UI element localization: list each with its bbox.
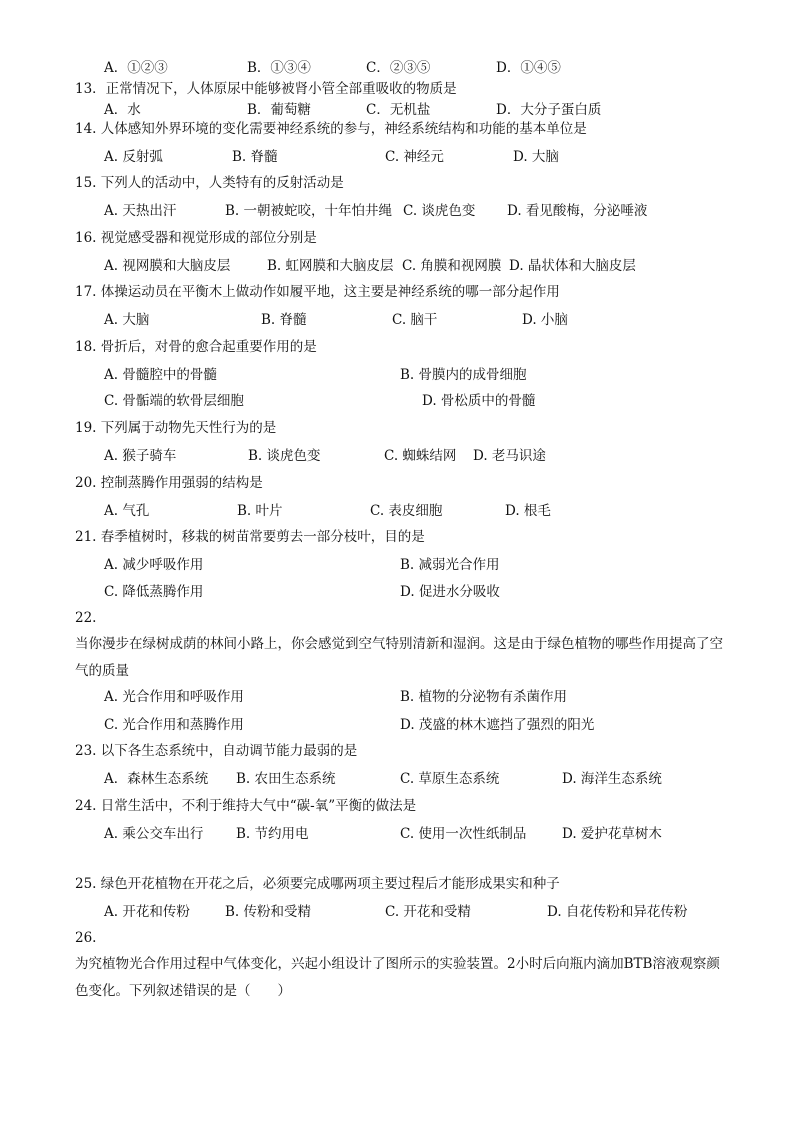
q15-option-d[interactable]: D. 看见酸梅，分泌唾液 bbox=[507, 203, 648, 219]
q18-stem: 18. 骨折后，对骨的愈合起重要作用的是 bbox=[75, 339, 317, 355]
q21-option-d[interactable]: D. 促进水分吸收 bbox=[400, 584, 500, 600]
q17-stem: 17. 体操运动员在平衡木上做动作如履平地，这主要是神经系统的哪一部分起作用 bbox=[75, 284, 560, 300]
q14-option-b[interactable]: B. 脊髓 bbox=[232, 149, 278, 165]
q23-option-d[interactable]: D. 海洋生态系统 bbox=[562, 771, 662, 787]
q15-option-c[interactable]: C. 谈虎色变 bbox=[403, 203, 476, 219]
q20-option-b[interactable]: B. 叶片 bbox=[237, 503, 283, 519]
q17-option-b[interactable]: B. 脊髓 bbox=[261, 312, 307, 328]
q16-option-a[interactable]: A. 视网膜和大脑皮层 bbox=[104, 258, 231, 274]
q12-option-b[interactable]: B．①③④ bbox=[247, 60, 311, 76]
q18-option-a[interactable]: A. 骨髓腔中的骨髓 bbox=[104, 367, 217, 383]
q17-option-c[interactable]: C. 脑干 bbox=[392, 312, 438, 328]
q18-option-d[interactable]: D. 骨松质中的骨髓 bbox=[422, 393, 536, 409]
q20-option-a[interactable]: A. 气孔 bbox=[104, 503, 150, 519]
q14-option-c[interactable]: C. 神经元 bbox=[385, 149, 444, 165]
q16-option-b[interactable]: B. 虹网膜和大脑皮层 bbox=[267, 258, 394, 274]
q22-number: 22. bbox=[75, 610, 97, 626]
q25-stem: 25. 绿色开花植物在开花之后，必须要完成哪两项主要过程后才能形成果实和种子 bbox=[75, 876, 560, 892]
q16-option-c[interactable]: C. 角膜和视网膜 bbox=[402, 258, 502, 274]
q20-option-c[interactable]: C. 表皮细胞 bbox=[370, 503, 443, 519]
q17-option-d[interactable]: D. 小脑 bbox=[522, 312, 568, 328]
q16-stem: 16. 视觉感受器和视觉形成的部位分别是 bbox=[75, 230, 317, 246]
q13-option-a[interactable]: A．水 bbox=[104, 102, 141, 118]
q19-option-d[interactable]: D. 老马识途 bbox=[473, 448, 546, 464]
q25-option-d[interactable]: D. 自花传粉和异花传粉 bbox=[547, 904, 688, 920]
q13-option-b[interactable]: B．葡萄糖 bbox=[247, 102, 311, 118]
q22-option-d[interactable]: D. 茂盛的林木遮挡了强烈的阳光 bbox=[400, 717, 595, 733]
q19-option-c[interactable]: C. 蜘蛛结网 bbox=[384, 448, 457, 464]
q25-option-a[interactable]: A. 开花和传粉 bbox=[104, 904, 190, 920]
q21-stem: 21. 春季植树时，移栽的树苗常要剪去一部分枝叶，目的是 bbox=[75, 529, 425, 545]
q21-option-b[interactable]: B. 减弱光合作用 bbox=[400, 557, 500, 573]
q14-stem: 14. 人体感知外界环境的变化需要神经系统的参与，神经系统结构和功能的基本单位是 bbox=[75, 121, 587, 137]
q14-option-d[interactable]: D. 大脑 bbox=[513, 149, 559, 165]
q23-option-c[interactable]: C. 草原生态系统 bbox=[400, 771, 500, 787]
q15-option-a[interactable]: A. 天热出汗 bbox=[104, 203, 177, 219]
q23-option-a[interactable]: A．森林生态系统 bbox=[104, 771, 209, 787]
q23-option-b[interactable]: B. 农田生态系统 bbox=[236, 771, 336, 787]
q24-option-d[interactable]: D. 爱护花草树木 bbox=[562, 826, 662, 842]
q21-option-c[interactable]: C. 降低蒸腾作用 bbox=[104, 584, 204, 600]
q20-stem: 20. 控制蒸腾作用强弱的结构是 bbox=[75, 475, 263, 491]
q17-option-a[interactable]: A. 大脑 bbox=[104, 312, 150, 328]
q25-option-c[interactable]: C. 开花和受精 bbox=[385, 904, 471, 920]
q24-option-c[interactable]: C. 使用一次性纸制品 bbox=[400, 826, 527, 842]
q19-option-a[interactable]: A. 猴子骑车 bbox=[104, 448, 177, 464]
q18-option-c[interactable]: C. 骨骺端的软骨层细胞 bbox=[104, 393, 244, 409]
q22-stem: 当你漫步在绿树成荫的林间小路上，你会感觉到空气特别清新和湿润。这是由于绿色植物的哪些作用提高了空气的质量 bbox=[75, 636, 723, 679]
q20-option-d[interactable]: D. 根毛 bbox=[505, 503, 551, 519]
q22-option-c[interactable]: C. 光合作用和蒸腾作用 bbox=[104, 717, 244, 733]
q15-stem: 15. 下列人的活动中，人类特有的反射活动是 bbox=[75, 175, 344, 191]
q23-stem: 23. 以下各生态系统中，自动调节能力最弱的是 bbox=[75, 743, 358, 759]
q12-option-d[interactable]: D．①④⑤ bbox=[496, 60, 561, 76]
q13-option-d[interactable]: D．大分子蛋白质 bbox=[496, 102, 602, 118]
q26-stem: 为究植物光合作用过程中气体变化，兴起小组设计了图所示的实验装置。2小时后向瓶内滴加BTB溶液观察颜色变化。下列叙述错误的是（ ） bbox=[75, 956, 720, 999]
q14-option-a[interactable]: A. 反射弧 bbox=[104, 149, 163, 165]
q25-option-b[interactable]: B. 传粉和受精 bbox=[225, 904, 312, 920]
q16-option-d[interactable]: D. 晶状体和大脑皮层 bbox=[509, 258, 636, 274]
q12-option-c[interactable]: C．②③⑤ bbox=[366, 60, 431, 76]
q24-option-a[interactable]: A. 乘公交车出行 bbox=[104, 826, 204, 842]
q18-option-b[interactable]: B. 骨膜内的成骨细胞 bbox=[400, 367, 527, 383]
q15-option-b[interactable]: B. 一朝被蛇咬，十年怕井绳 bbox=[225, 203, 393, 219]
q22-option-b[interactable]: B. 植物的分泌物有杀菌作用 bbox=[400, 689, 568, 705]
q22-option-a[interactable]: A. 光合作用和呼吸作用 bbox=[104, 689, 244, 705]
q24-option-b[interactable]: B. 节约用电 bbox=[236, 826, 309, 842]
q26-number: 26. bbox=[75, 930, 97, 946]
q21-option-a[interactable]: A. 减少呼吸作用 bbox=[104, 557, 204, 573]
q19-option-b[interactable]: B. 谈虎色变 bbox=[248, 448, 321, 464]
q13-option-c[interactable]: C．无机盐 bbox=[366, 102, 431, 118]
q12-option-a[interactable]: A．①②③ bbox=[104, 60, 168, 76]
q24-stem: 24. 日常生活中，不利于维持大气中“碳-氧”平衡的做法是 bbox=[75, 798, 417, 814]
q13-stem: 13．正常情况下，人体原尿中能够被肾小管全部重吸收的物质是 bbox=[75, 81, 457, 97]
q19-stem: 19. 下列属于动物先天性行为的是 bbox=[75, 420, 277, 436]
